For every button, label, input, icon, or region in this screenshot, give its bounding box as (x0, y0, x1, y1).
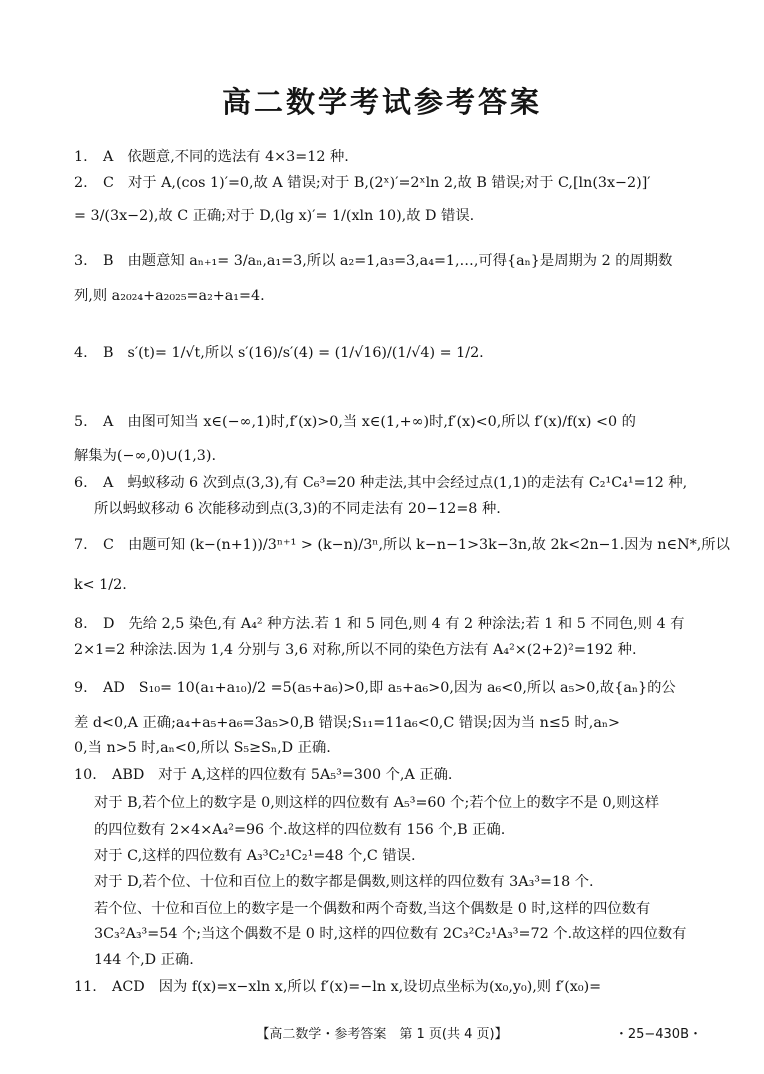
answer-choice: A (103, 414, 114, 430)
continuation-line: 0,当 n>5 时,aₙ<0,所以 S₅≥Sₙ,D 正确. (74, 740, 331, 756)
continuation-line: 差 d<0,A 正确;a₄+a₅+a₆=3a₅>0,B 错误;S₁₁=11a₆<0,C 错误;因为当 n≤5 时,aₙ> (74, 715, 621, 731)
continuation-line: 对于 B,若个位上的数字是 0,则这样的四位数有 A₅³=60 个;若个位上的数字不是 0,则这样 (94, 795, 660, 811)
question-number: 11. (74, 979, 97, 995)
answer-line (74, 977, 698, 997)
continuation-line: 2×1=2 种涂法.因为 1,4 分别与 3,6 对称,所以不同的染色方法有 A₄²×(2+2)²=192 种. (74, 642, 637, 658)
question-number: 10. (74, 767, 97, 783)
continuation-line: 对于 D,若个位、十位和百位上的数字都是偶数,则这样的四位数有 3A₃³=18 个. (94, 874, 594, 890)
answer-line (74, 147, 698, 167)
explanation-text: 由题可知 (k−(n+1))/3ⁿ⁺¹ > (k−n)/3ⁿ,所以 k−n−1>3k−3n,故 2k<2n−1.因为 n∈N*,所以 (127, 537, 730, 553)
answer-choice: D (103, 616, 115, 632)
explanation-text: 对于 A,(cos 1)′=0,故 A 错误;对于 B,(2ˣ)′=2ˣln 2,故 B 错误;对于 C,[ln(3x−2)]′ (127, 175, 651, 191)
question-number: 6. (74, 475, 88, 491)
explanation-text: 先给 2,5 染色,有 A₄² 种方法.若 1 和 5 同色,则 4 有 2 种涂法;若 1 和 5 不同色,则 4 有 (128, 616, 685, 632)
continuation-line: 对于 C,这样的四位数有 A₃³C₂¹C₂¹=48 个,C 错误. (94, 848, 416, 864)
explanation-text: 蚂蚁移动 6 次到点(3,3),有 C₆³=20 种走法,其中会经过点(1,1)的走法有 C₂¹C₄¹=12 种, (127, 475, 688, 491)
page-footer (0, 1025, 764, 1045)
continuation-line: 144 个,D 正确. (94, 952, 194, 968)
continuation-line: = 3/(3x−2),故 C 正确;对于 D,(lg x)′= 1/(xln 10),故 D 错误. (74, 208, 475, 224)
answer-choice: C (103, 175, 114, 191)
continuation-line: 解集为(−∞,0)∪(1,3). (74, 448, 216, 464)
answer-line (74, 173, 698, 193)
continuation-line: 的四位数有 2×4×A₄²=96 个.故这样的四位数有 156 个,B 正确. (94, 822, 506, 838)
answer-choice: AD (103, 680, 125, 696)
explanation-text: s′(t)= 1/√t,所以 s′(16)/s′(4) = (1/√16)/(1/√4) = 1/2. (127, 345, 484, 361)
answer-choice: B (103, 345, 114, 361)
explanation-text: S₁₀= 10(a₁+a₁₀)/2 =5(a₅+a₆)>0,即 a₅+a₆>0,因为 a₆<0,所以 a₅>0,故{aₙ}的公 (138, 680, 676, 696)
answer-line (74, 473, 698, 493)
explanation-text: 由题意知 aₙ₊₁= 3/aₙ,a₁=3,所以 a₂=1,a₃=3,a₄=1,…,可得{aₙ}是周期为 2 的周期数 (127, 253, 673, 269)
question-number: 2. (74, 175, 88, 191)
explanation-text: 由图可知当 x∈(−∞,1)时,f′(x)>0,当 x∈(1,+∞)时,f′(x)<0,所以 f′(x)/f(x) <0 的 (127, 414, 636, 430)
question-number: 3. (74, 253, 88, 269)
answer-choice: C (103, 537, 114, 553)
answer-line (74, 251, 698, 271)
continuation-line: 列,则 a₂₀₂₄+a₂₀₂₅=a₂+a₁=4. (74, 288, 265, 304)
answer-line (74, 412, 698, 432)
footer-exam-code: ・25−430B・ (614, 1027, 702, 1042)
continuation-line: 所以蚂蚁移动 6 次能移动到点(3,3)的不同走法有 20−12=8 种. (94, 501, 501, 517)
question-number: 7. (74, 537, 88, 553)
explanation-text: 因为 f(x)=x−xln x,所以 f′(x)=−ln x,设切点坐标为(x₀,y₀),则 f′(x₀)= (158, 979, 602, 995)
explanation-text: 对于 A,这样的四位数有 5A₅³=300 个,A 正确. (158, 767, 453, 783)
answer-line (74, 765, 698, 785)
question-number: 5. (74, 414, 88, 430)
answer-choice: ABD (112, 767, 145, 783)
answer-choice: A (103, 149, 114, 165)
answer-choice: A (103, 475, 114, 491)
continuation-line: 若个位、十位和百位上的数字是一个偶数和两个奇数,当这个偶数是 0 时,这样的四位数有 (94, 901, 651, 917)
footer-page-info: 【高二数学・参考答案 第 1 页(共 4 页)】 (256, 1027, 508, 1042)
question-number: 4. (74, 345, 88, 361)
explanation-text: 依题意,不同的选法有 4×3=12 种. (127, 149, 349, 165)
answer-line (74, 614, 698, 634)
answer-choice: B (103, 253, 114, 269)
answer-line (74, 678, 698, 698)
continuation-line: k< 1/2. (74, 577, 127, 593)
answer-line (74, 535, 730, 555)
page-title: 高二数学考试参考答案 (221, 85, 542, 119)
question-number: 9. (74, 680, 88, 696)
continuation-line: 3C₃²A₃³=54 个;当这个偶数不是 0 时,这样的四位数有 2C₃²C₂¹A₃³=72 个.故这样的四位数有 (94, 926, 687, 942)
answer-line (74, 343, 698, 363)
answer-choice: ACD (112, 979, 145, 995)
question-number: 8. (74, 616, 88, 632)
question-number: 1. (74, 149, 88, 165)
